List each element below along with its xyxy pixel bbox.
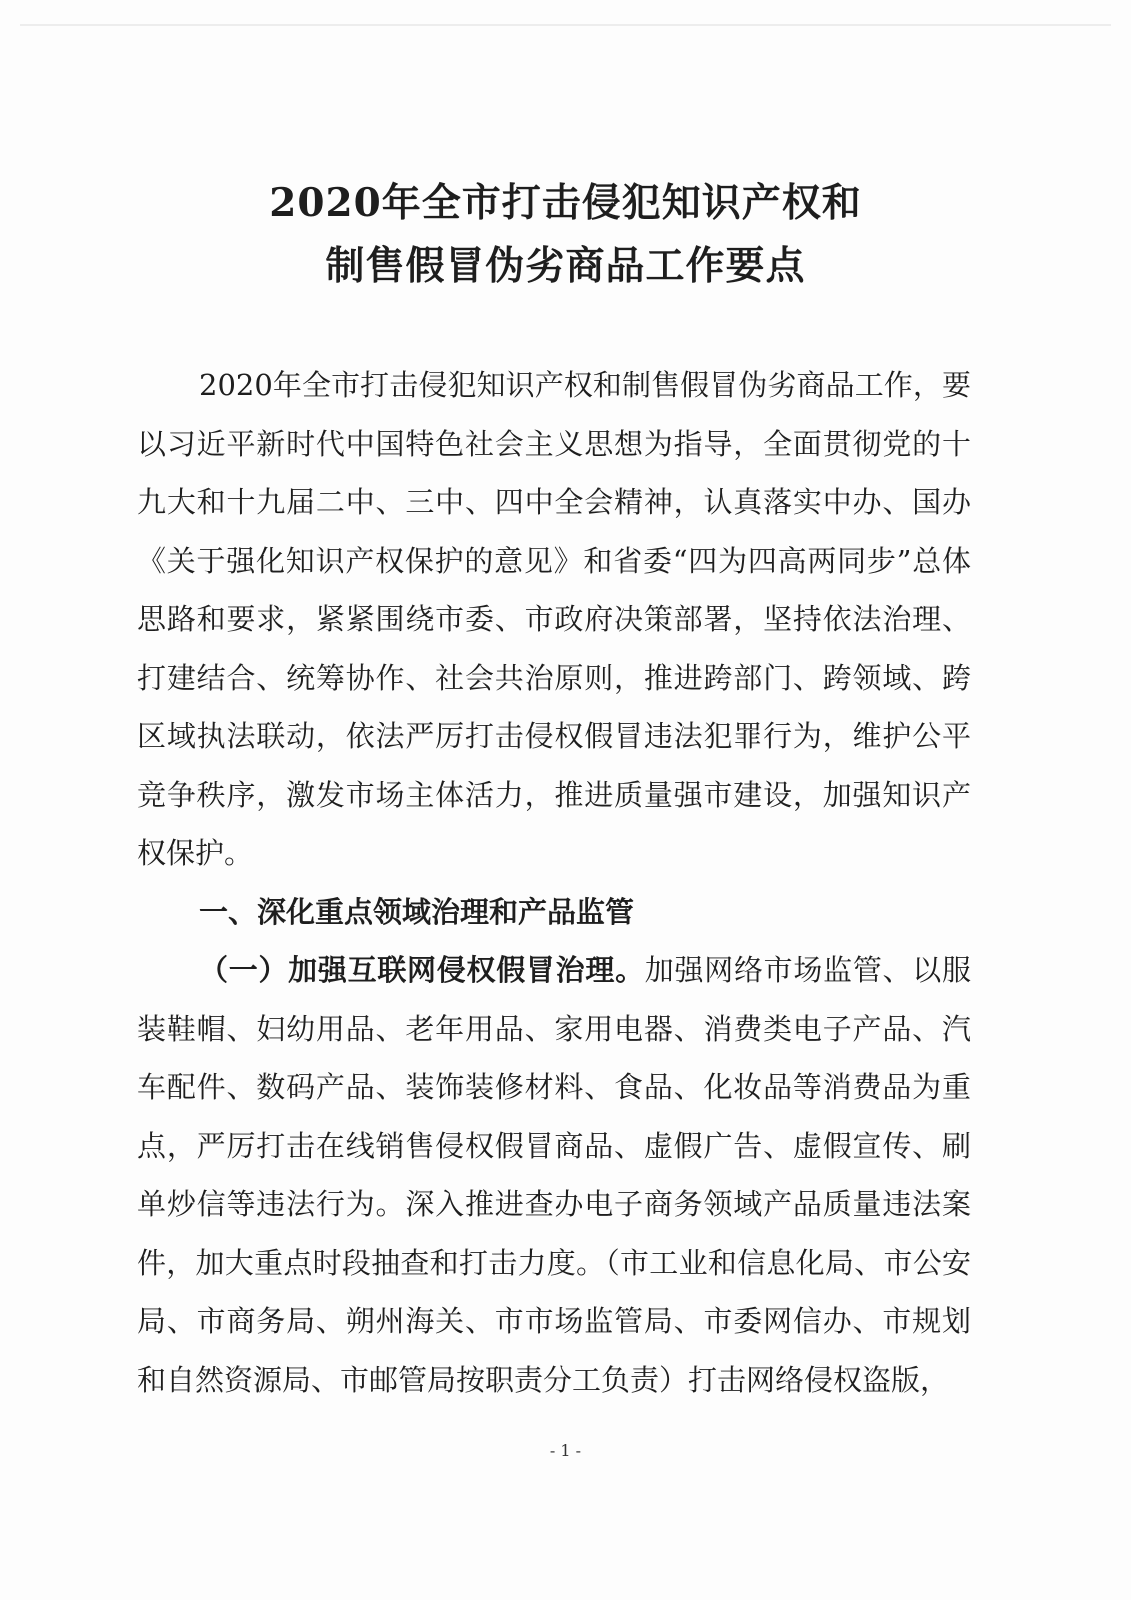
document-title-line-2: 制售假冒伪劣商品工作要点	[325, 243, 806, 289]
item-paragraph	[137, 941, 971, 1409]
document-title-line-1: 2020年全市打击侵犯知识产权和	[269, 180, 862, 226]
page-number: - 1 -	[549, 1441, 582, 1460]
item-body: 加强网络市场监管、以服装鞋帽、妇幼用品、老年用品、家用电器、消费类电子产品、汽车配件、数码产品、装饰装修材料、食品、化妆品等消费品为重点，严厉打击在线销售侵权假冒商品、虚假广告、虚假宣传、刷单炒信等违法行为。深入推进查办电子商务领域产品质量违法案件，加大重点时段抽查和打击力度。（市工业和信息化局、市公安局、市商务局、朔州海关、市市场监管局、市委网信办、市规划和自然资源局、市邮管局按职责分工负责）打击网络侵权盗版，	[137, 953, 971, 1397]
document-body	[137, 356, 971, 1409]
item-lead: （一）加强互联网侵权假冒治理。	[199, 953, 645, 987]
intro-paragraph: 2020年全市打击侵犯知识产权和制售假冒伪劣商品工作，要以习近平新时代中国特色社会主义思想为指导，全面贯彻党的十九大和十九届二中、三中、四中全会精神，认真落实中办、国办《关于强化知识产权保护的意见》和省委“四为四高两同步”总体思路和要求，紧紧围绕市委、市政府决策部署，坚持依法治理、打建结合、统筹协作、社会共治原则，推进跨部门、跨领域、跨区域执法联动，依法严厉打击侵权假冒违法犯罪行为，维护公平竞争秩序，激发市场主体活力，推进质量强市建设，加强知识产权保护。	[137, 368, 971, 870]
scan-edge-line	[20, 24, 1111, 26]
section-heading: 一、深化重点领域治理和产品监管	[199, 894, 635, 929]
